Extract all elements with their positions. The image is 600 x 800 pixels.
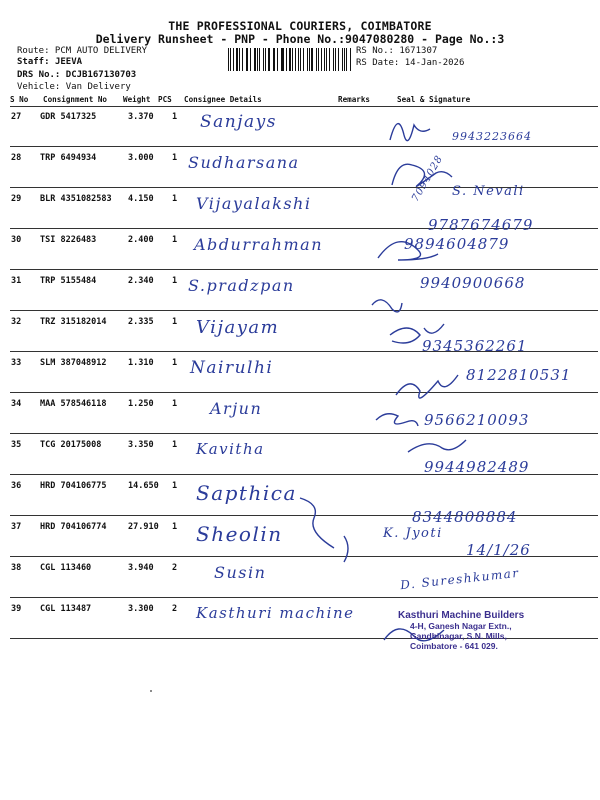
signature-handwritten: 7094028 [410, 153, 446, 204]
row-sno: 30 [11, 235, 22, 245]
signature-scribble-28 [392, 164, 452, 186]
row-sno: 32 [11, 317, 22, 327]
signature-scribble-36-bracket [300, 498, 334, 548]
consignee-handwritten: Sapthica [196, 481, 297, 505]
consignee-handwritten: Susin [214, 563, 267, 582]
row-sno: 37 [11, 522, 22, 532]
signature-scribble-30 [378, 242, 438, 260]
row-weight: 3.000 [128, 153, 154, 163]
row-sno: 33 [11, 358, 22, 368]
row-sno: 29 [11, 194, 22, 204]
row-sno: 39 [11, 604, 22, 614]
row-consignment-no: CGL 113487 [40, 604, 92, 614]
signature-scribble-31 [372, 300, 402, 312]
signature-handwritten: 8122810531 [466, 366, 572, 384]
stamp-address-2: Gandhinagar, S.N. Mills, [410, 631, 507, 641]
signature-handwritten: 9894604879 [404, 235, 510, 253]
signature-handwritten: 9940900668 [420, 274, 526, 292]
consignee-handwritten: Kasthuri machine [196, 604, 355, 622]
col-consignee: Consignee Details [184, 95, 262, 104]
rs-number: RS No.: 1671307 [356, 46, 438, 56]
consignee-handwritten: Arjun [210, 399, 263, 418]
row-pcs: 1 [172, 194, 178, 204]
stamp-company-name: Kasthuri Machine Builders [398, 610, 525, 621]
signature-handwritten: 9943223664 [452, 130, 532, 143]
signature-scribble-32 [390, 324, 444, 343]
row-consignment-no: TSI 8226483 [40, 235, 97, 245]
signature-name-row29: S. Nevali [452, 184, 525, 199]
row-pcs: 1 [172, 153, 178, 163]
row-consignment-no: TCG 20175008 [40, 440, 102, 450]
signature-handwritten: 9345362261 [422, 337, 528, 355]
row-consignment-no: SLM 387048912 [40, 358, 107, 368]
signature-scribble-34 [376, 414, 418, 426]
consignee-handwritten: Nairulhi [190, 358, 274, 378]
row-weight: 3.940 [128, 563, 154, 573]
row-consignment-no: HRD 704106774 [40, 522, 107, 532]
staff-name: JEEVA [54, 57, 83, 67]
drs-number: DCJB167130703 [65, 70, 137, 80]
col-sno: S No [10, 95, 29, 104]
row-weight: 1.310 [128, 358, 154, 368]
row-pcs: 2 [172, 563, 178, 573]
row-pcs: 1 [172, 276, 178, 286]
row-pcs: 1 [172, 481, 178, 491]
col-weight: Weight [123, 95, 151, 104]
signature-scribble-27 [390, 124, 430, 141]
row-pcs: 2 [172, 604, 178, 614]
row-weight: 4.150 [128, 194, 154, 204]
row-sno: 34 [11, 399, 22, 409]
row-weight: 3.300 [128, 604, 154, 614]
drs-label: DRS No.: [17, 70, 61, 80]
row-pcs: 1 [172, 440, 178, 450]
vehicle-text: Vehicle: Van Delivery [17, 82, 131, 92]
route-text: Route: PCM AUTO DELIVERY [17, 46, 148, 56]
stray-dot [150, 690, 152, 692]
consignee-handwritten: Vijayam [196, 317, 280, 338]
row-sno: 36 [11, 481, 22, 491]
consignee-handwritten: Vijayalakshi [196, 194, 312, 213]
signature-scribble-35 [408, 440, 466, 452]
col-remarks: Remarks [338, 95, 371, 104]
row-weight: 2.400 [128, 235, 154, 245]
consignee-handwritten: Abdurrahman [194, 235, 323, 254]
row-consignment-no: MAA 578546118 [40, 399, 107, 409]
row-weight: 3.350 [128, 440, 154, 450]
row-consignment-no: TRP 6494934 [40, 153, 97, 163]
col-consignment: Consignment No [43, 95, 108, 104]
company-title: THE PROFESSIONAL COURIERS, COIMBATORE [168, 19, 432, 33]
row-sno: 35 [11, 440, 22, 450]
stamp-address-1: 4-H, Ganesh Nagar Extn., [410, 621, 512, 631]
row-weight: 27.910 [128, 522, 159, 532]
consignee-handwritten: S.pradzpan [188, 276, 295, 295]
signature-handwritten: 14/1/26 [466, 541, 531, 559]
row-weight: 1.250 [128, 399, 154, 409]
row-consignment-no: GDR 5417325 [40, 112, 97, 122]
row-pcs: 1 [172, 358, 178, 368]
signature-name-row38: D. Sureshkumar [399, 565, 521, 593]
row-consignment-no: BLR 4351082583 [40, 194, 112, 204]
company-stamp [398, 610, 566, 651]
row-pcs: 1 [172, 317, 178, 327]
row-pcs: 1 [172, 522, 178, 532]
signature-handwritten: 9944982489 [424, 458, 530, 476]
row-sno: 28 [11, 153, 22, 163]
row-consignment-no: TRP 5155484 [40, 276, 97, 286]
signature-handwritten: 9566210093 [424, 411, 530, 429]
col-seal: Seal & Signature [397, 95, 471, 104]
signature-scribble-37-bracket [344, 536, 348, 562]
row-pcs: 1 [172, 235, 178, 245]
row-sno: 38 [11, 563, 22, 573]
row-consignment-no: TRZ 315182014 [40, 317, 107, 327]
staff-label: Staff: [17, 57, 50, 67]
consignee-handwritten: Sheolin [196, 522, 283, 546]
rs-date: RS Date: 14-Jan-2026 [356, 58, 465, 68]
row-consignment-no: HRD 704106775 [40, 481, 107, 491]
row-weight: 2.335 [128, 317, 154, 327]
row-sno: 31 [11, 276, 22, 286]
row-weight: 3.370 [128, 112, 154, 122]
stamp-address-3: Coimbatore - 641 029. [410, 641, 498, 651]
consignee-handwritten: Sanjays [200, 112, 277, 132]
col-pcs: PCS [158, 95, 172, 104]
row-pcs: 1 [172, 399, 178, 409]
signature-handwritten: 9787674679 [428, 216, 534, 234]
row-weight: 14.650 [128, 481, 159, 491]
row-weight: 2.340 [128, 276, 154, 286]
signature-scribble-33 [396, 375, 458, 398]
consignee-handwritten: Kavitha [196, 440, 265, 458]
signature-name-row37: K. Jyoti [383, 526, 443, 541]
row-consignment-no: CGL 113460 [40, 563, 92, 573]
row-sno: 27 [11, 112, 22, 122]
runsheet-subtitle: Delivery Runsheet - PNP - Phone No.:9047080280 - Page No.:3 [95, 32, 505, 46]
consignee-handwritten: Sudharsana [188, 153, 300, 172]
signature-handwritten: 8344808884 [412, 508, 518, 526]
row-pcs: 1 [172, 112, 178, 122]
